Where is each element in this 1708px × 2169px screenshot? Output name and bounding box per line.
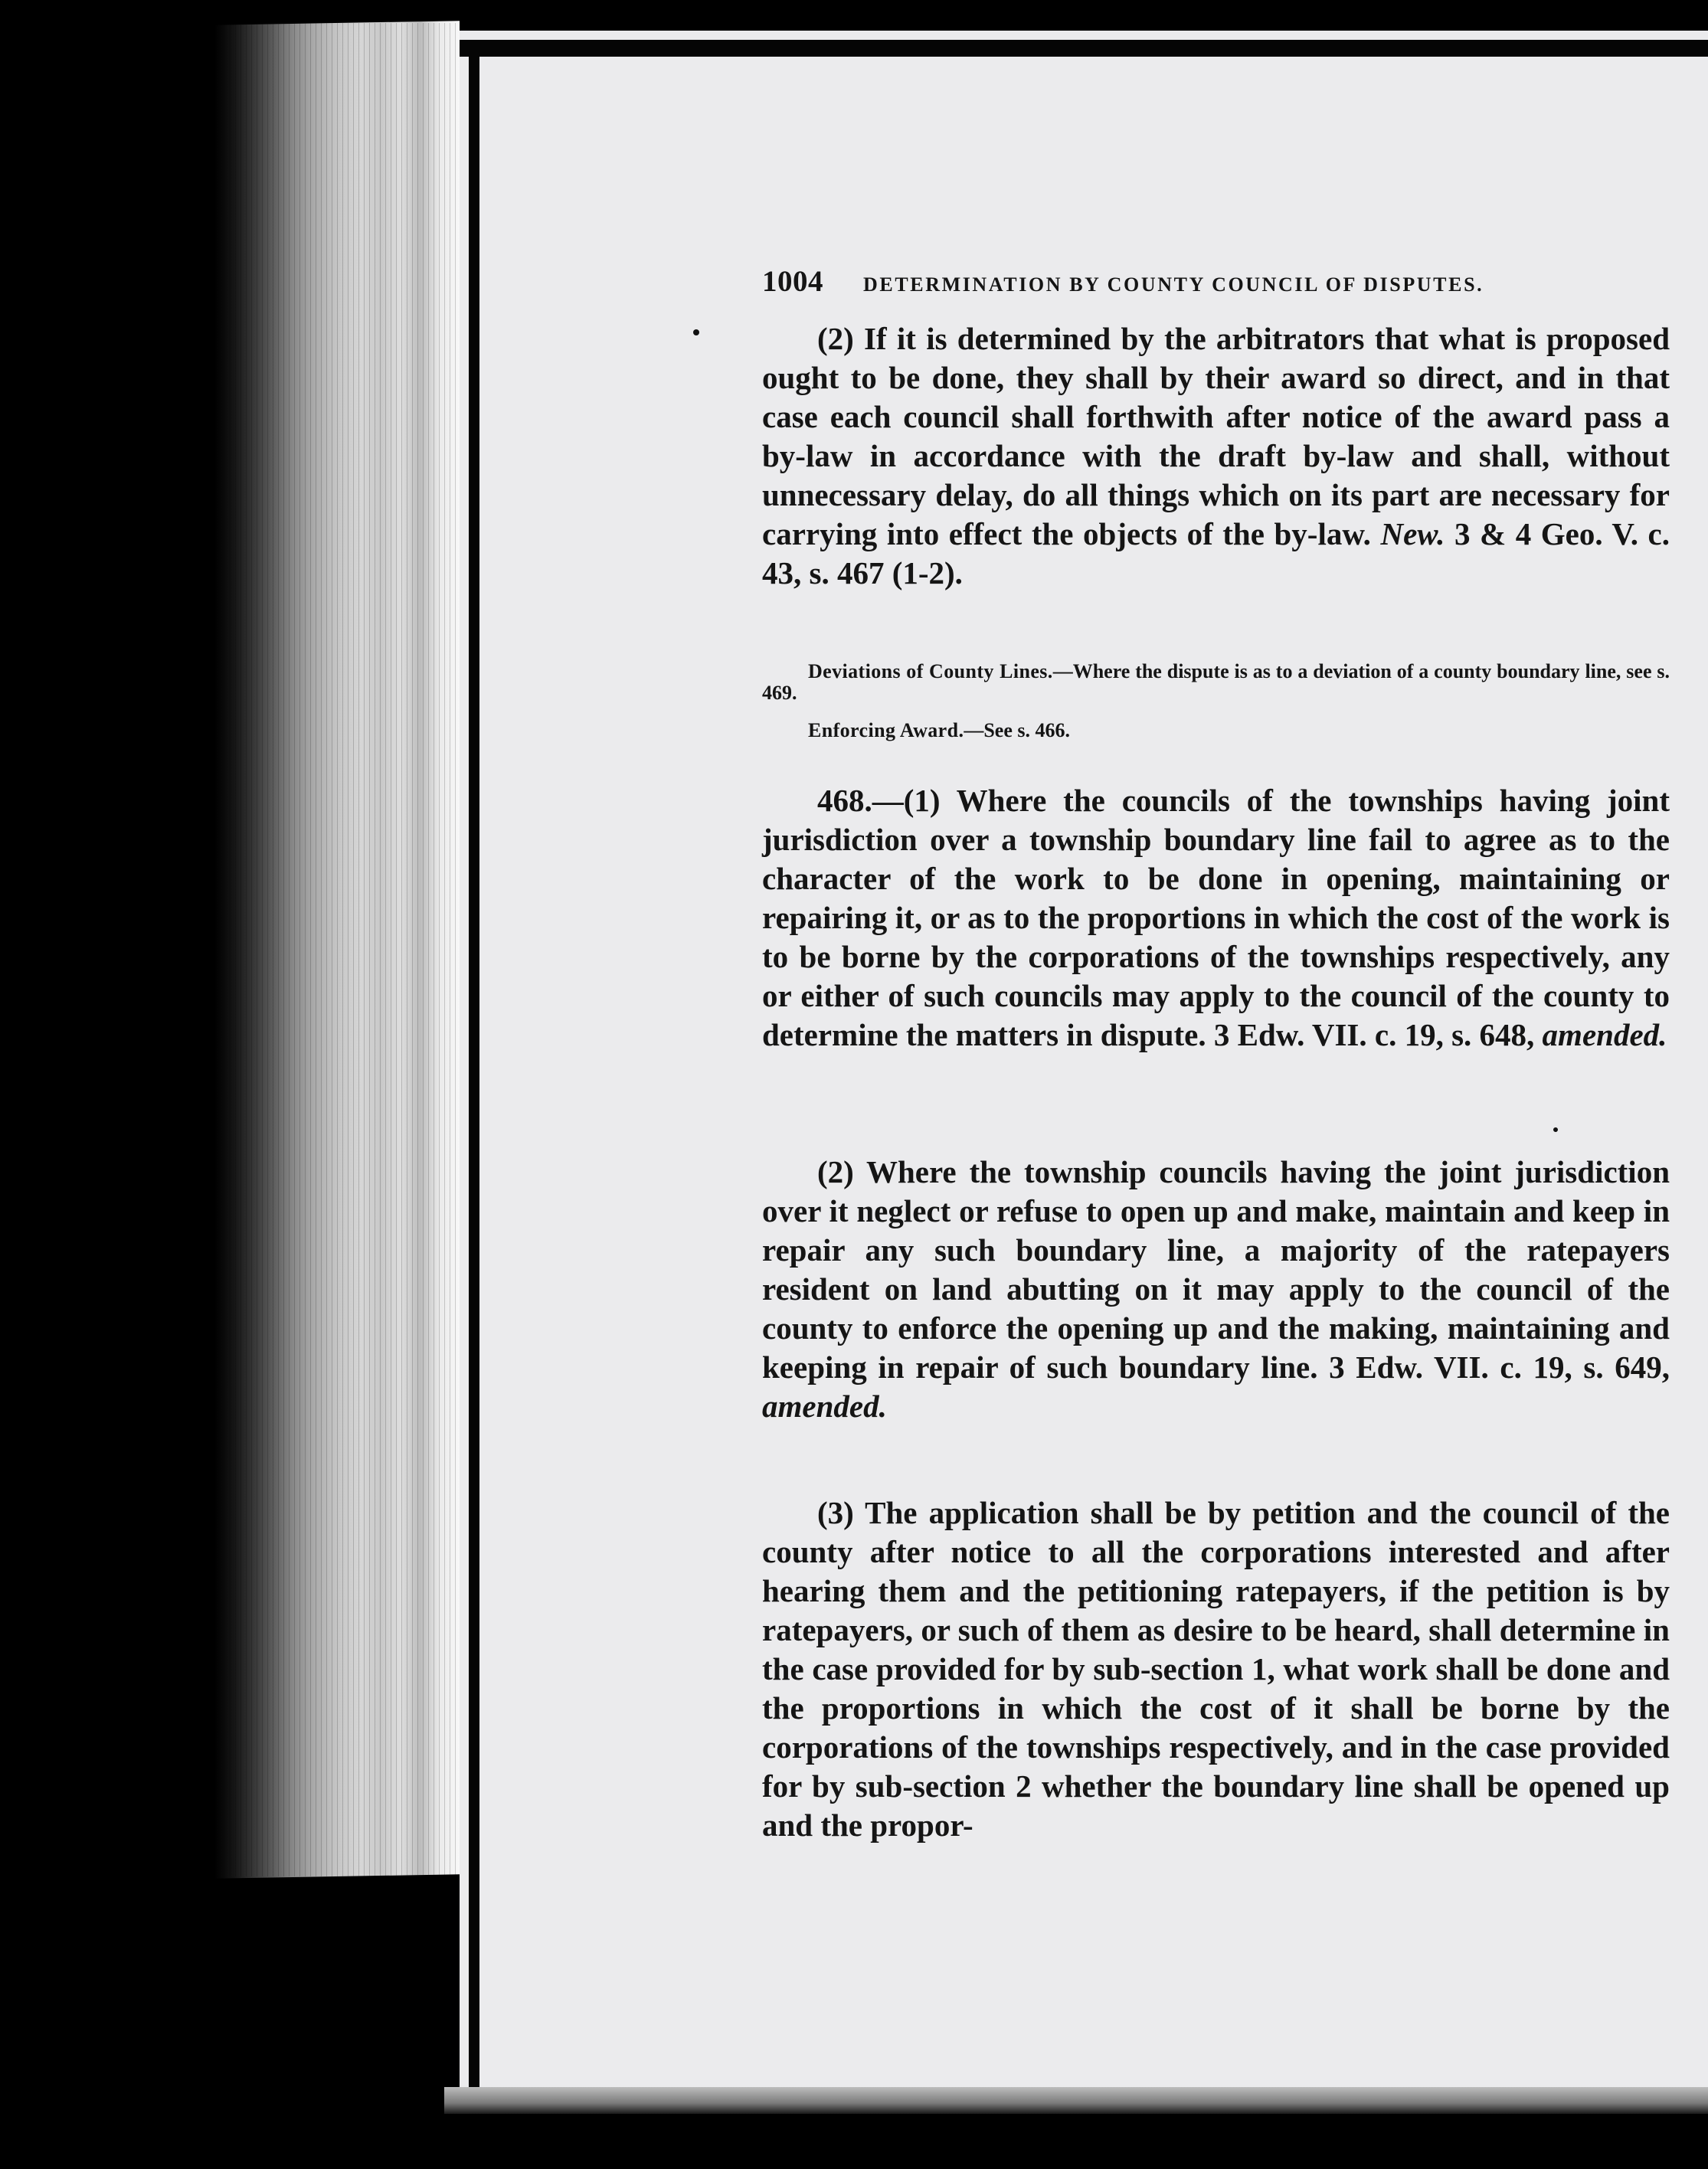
citation-italic: amended. bbox=[1542, 1017, 1667, 1052]
note-text: —See s. 466. bbox=[964, 719, 1071, 741]
page-left-border bbox=[469, 46, 479, 2106]
paragraph-subsection-3-application bbox=[762, 1493, 1670, 1845]
scan-bottom-border bbox=[437, 2114, 1708, 2169]
citation-italic: amended. bbox=[762, 1389, 887, 1424]
paragraph-subsection-2-arbitration bbox=[762, 319, 1670, 593]
page-content bbox=[762, 264, 1670, 1972]
page-header bbox=[762, 264, 1670, 303]
paragraph-text: (3) The application shall be by petition and the council of the county after notice to all the corporations interested and after hearing them and the petitioning ratepayers, if the petition is by ratepayers, or such of them as desire to be heard, shall determine in the case provided for by sub-section 1, what work shall be done and the proportions in which the cost of it shall be borne by the corporations of the townships respectively, and in the case provided for by sub-section 2 whether the boundary line shall be opened up and the propor- bbox=[762, 1495, 1670, 1843]
side-note-deviations bbox=[762, 661, 1670, 704]
page-bottom-edge bbox=[444, 2087, 1708, 2114]
ink-speck bbox=[693, 329, 699, 335]
page-number: 1004 bbox=[762, 265, 823, 298]
side-note-enforcing-award bbox=[762, 720, 1670, 741]
paragraph-text: (2) If it is determined by the arbitrators that what is proposed ought to be done, they shall by their award so direct, and in that case each council shall forthwith after notice of the award pass a by-law in accordance with the draft by-law and shall, without unnecessary delay, do all things which on its part are necessary for carrying into effect the objects of the by-law. bbox=[762, 321, 1670, 551]
paragraph-text: (2) Where the township councils having the joint jurisdiction over it neglect or refuse to open up and make, maintain and keep in repair any such boundary line, a majority of the ratepayers resident on land abutting on it may apply to the council of the county to enforce the opening up and the making, maintaining and keeping in repair of such boundary line. 3 Edw. VII. c. 19, s. 649, bbox=[762, 1154, 1670, 1385]
note-lead: Enforcing Award. bbox=[808, 719, 964, 741]
running-head: DETERMINATION BY COUNTY COUNCIL OF DISPUTES. bbox=[863, 273, 1484, 296]
citation-italic: New. bbox=[1380, 516, 1445, 551]
note-lead: Deviations of County Lines. bbox=[808, 660, 1053, 682]
section-468-paragraph bbox=[762, 781, 1670, 1055]
paragraph-text: —(1) Where the councils of the townships having joint jurisdiction over a township boundary line fail to agree as to the character of the work to be done in opening, maintaining or repairing it, or as to the proportions in which the cost of the work is to be borne by the corporations of the townships respectively, any or either of such councils may apply to the council of the county to determine the matters in dispute. 3 Edw. VII. c. 19, s. 648, bbox=[762, 783, 1670, 1052]
citation: 3 & 4 Geo. V. c. 43, s. 467 (1-2). bbox=[762, 516, 1670, 591]
paragraph-subsection-2-neglect bbox=[762, 1153, 1670, 1426]
note-text: —Where the dispute is as to a deviation of a county boundary line, see s. 469. bbox=[762, 660, 1670, 704]
page-edge-lines bbox=[230, 23, 460, 1876]
section-number: 468. bbox=[817, 783, 872, 818]
page-top-border bbox=[460, 40, 1708, 57]
